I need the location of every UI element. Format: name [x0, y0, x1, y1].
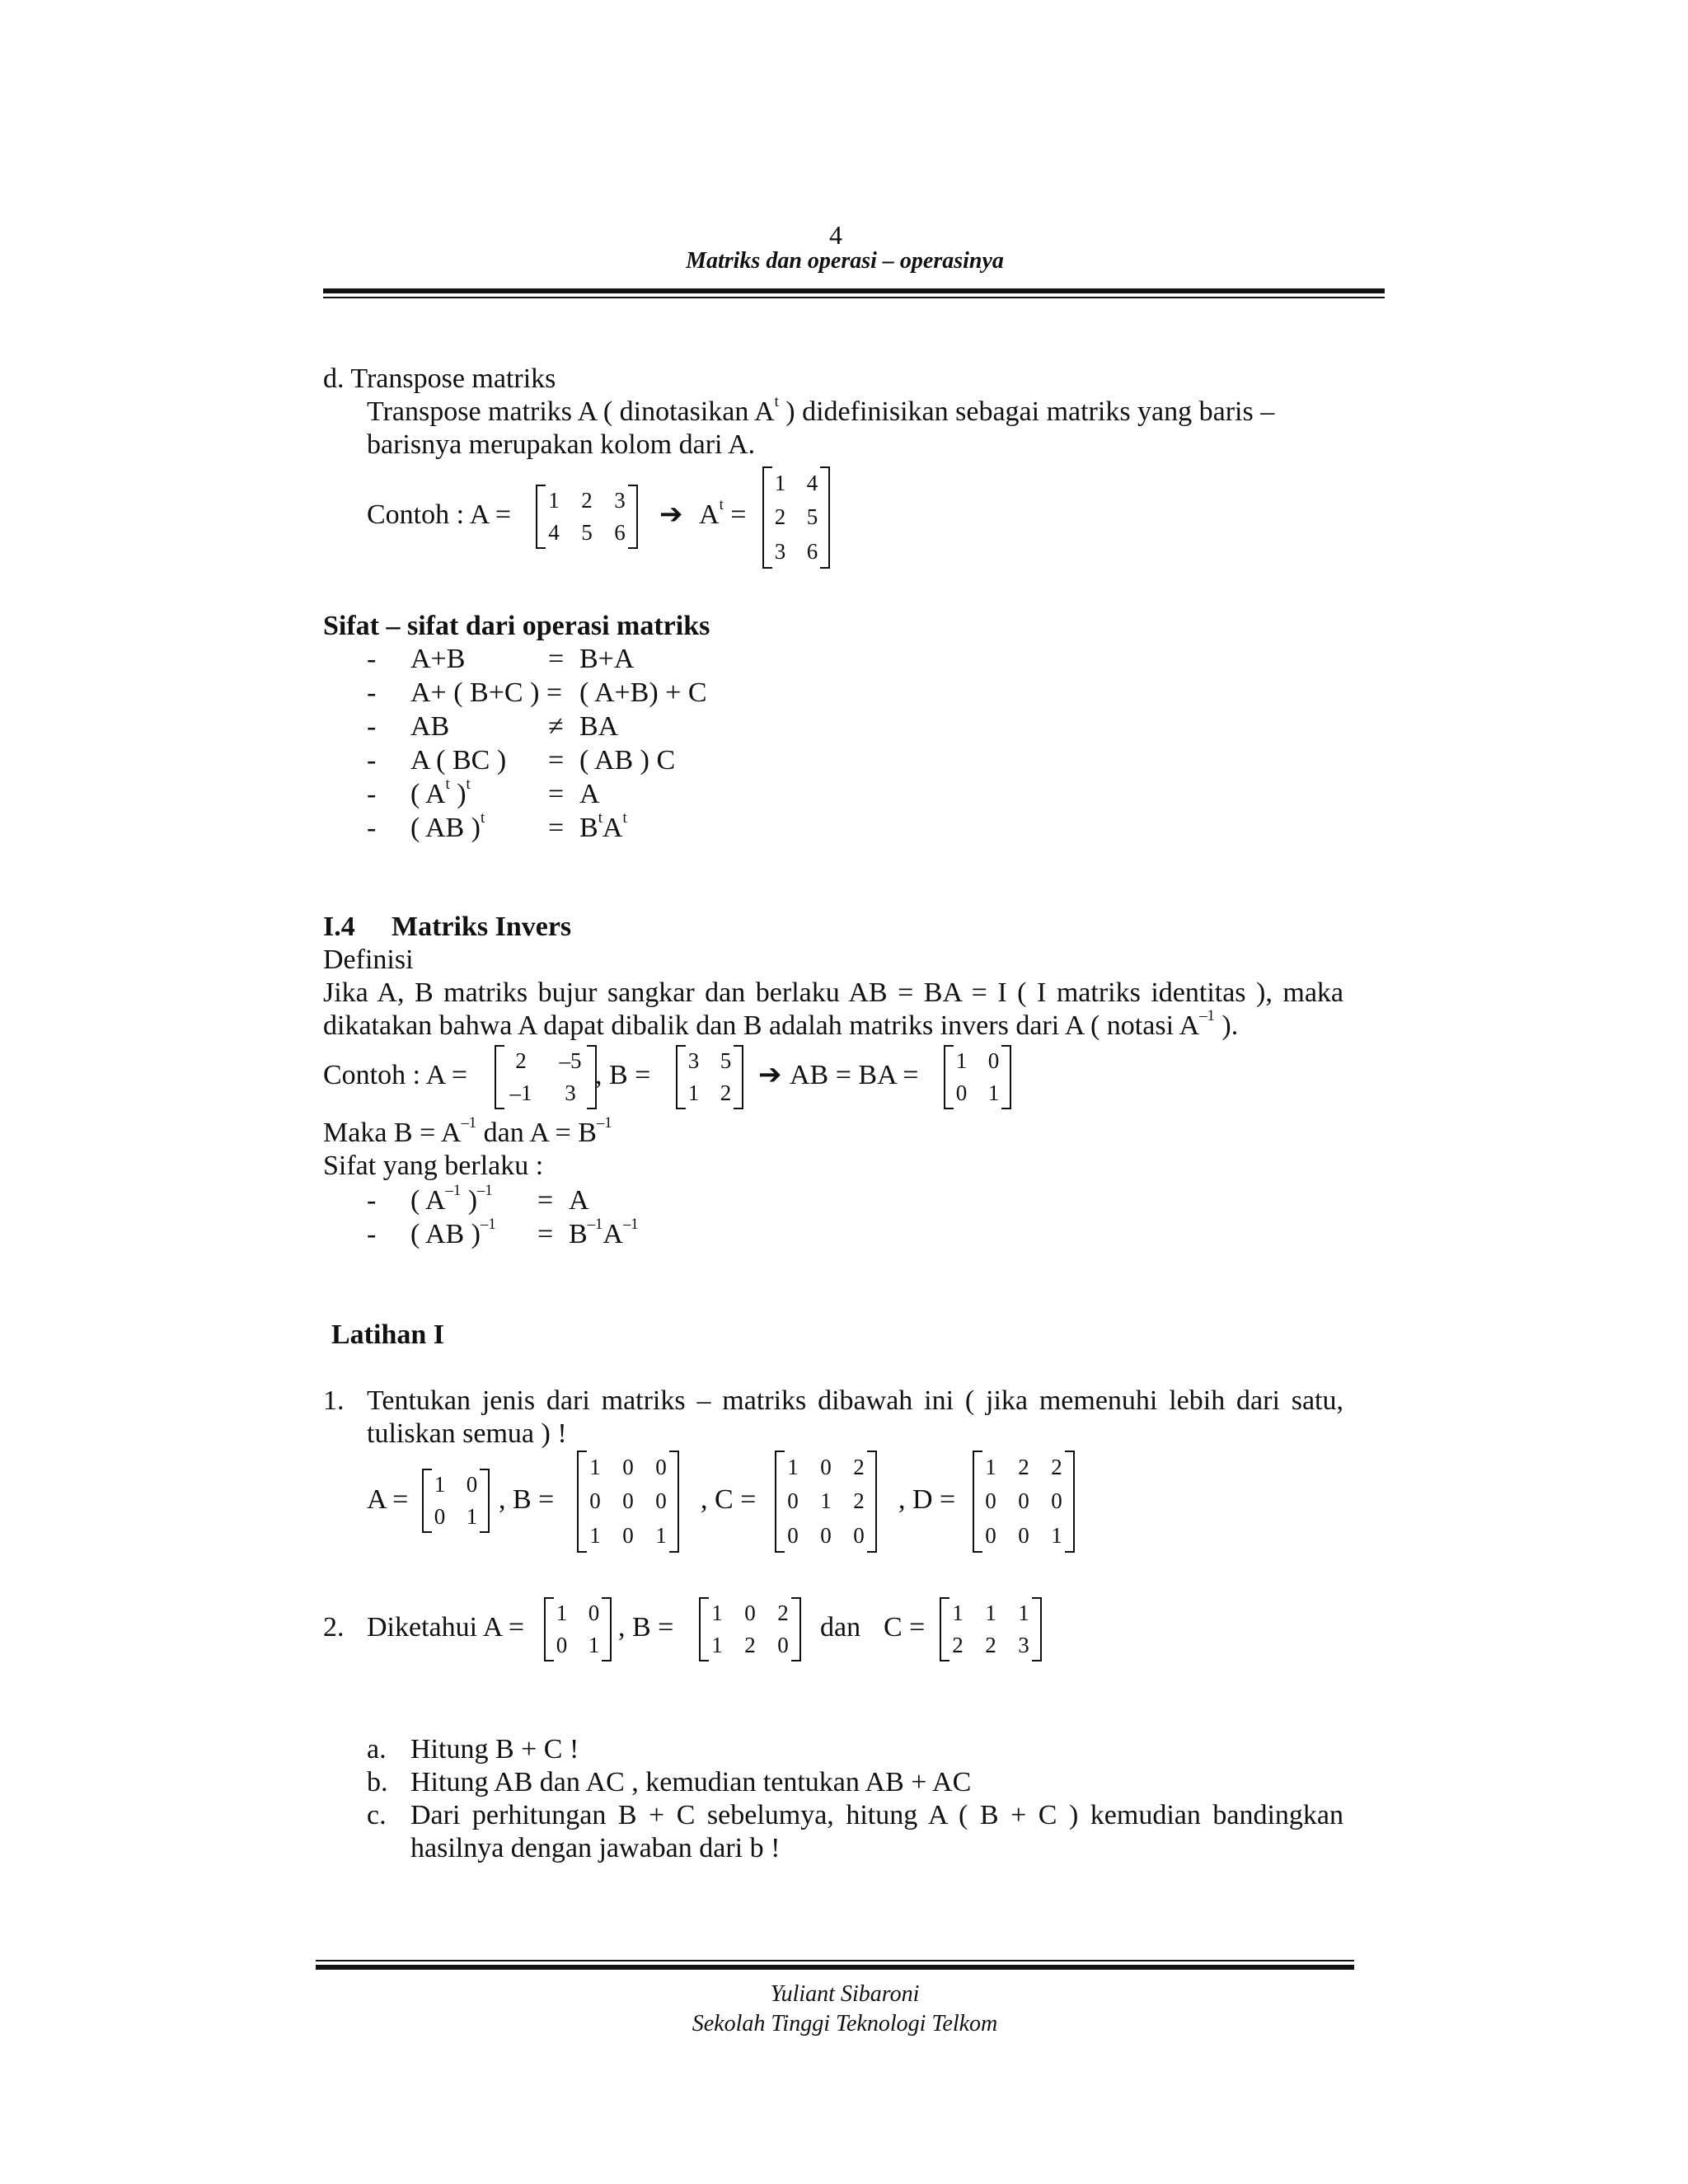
matrix-a-transpose: [762, 466, 830, 569]
matrix-cell: 5: [720, 1048, 732, 1073]
matrix-cell: 0: [955, 1080, 968, 1105]
matrix-cell: 1: [466, 1504, 478, 1529]
property-operator: ≠: [548, 711, 564, 742]
matrix-cell: 2: [720, 1080, 732, 1105]
matrix-cell: 5: [806, 504, 818, 530]
matrix-cell: 0: [622, 1488, 634, 1514]
matrix-cell: 3: [774, 538, 786, 564]
property-left: AB: [410, 711, 450, 742]
matrix-cell: 0: [622, 1455, 634, 1480]
property-right: $B^tA^t$: [579, 809, 627, 843]
section-number: I.4: [323, 912, 355, 942]
header-rule: [323, 288, 1385, 293]
list-dash: -: [367, 711, 377, 742]
matrix-cell: 1: [589, 1455, 601, 1480]
list-dash: -: [367, 745, 377, 776]
matrix-cell: 2: [853, 1455, 865, 1480]
property-right: A: [579, 779, 600, 809]
matrix-cell: 6: [806, 538, 818, 564]
q1-matrix-a: [422, 1469, 490, 1533]
property-left: ( AB )$^{-1}$: [410, 1216, 496, 1249]
list-dash: -: [367, 813, 377, 843]
property-operator: =: [548, 779, 565, 809]
sifat-label: Sifat yang berlaku :: [323, 1151, 544, 1181]
matrix-b: [676, 1045, 743, 1109]
matrix-cell: 0: [556, 1633, 568, 1657]
matrix-cell: 1: [1018, 1601, 1029, 1625]
footer-institution: Sekolah Tinggi Teknologi Telkom: [692, 2011, 998, 2036]
list-dash: -: [367, 779, 377, 809]
matrix-cell: 1: [952, 1601, 964, 1625]
q1-matrix-c: [775, 1451, 877, 1553]
matrix-cell: 4: [806, 471, 818, 496]
matrix-cell: 2: [515, 1048, 527, 1073]
matrix-cell: 0: [589, 1488, 601, 1514]
page-number: 4: [829, 220, 842, 250]
property-right: A: [569, 1185, 589, 1216]
q1-c-label: , C =: [701, 1484, 757, 1515]
list-dash: -: [367, 644, 377, 674]
matrix-cell: 0: [434, 1504, 446, 1529]
property-left: ( $A^t$ )$^t$: [410, 776, 471, 809]
matrix-cell: 0: [985, 1488, 996, 1514]
matrix-cell: 0: [655, 1488, 667, 1514]
matrix-cell: 0: [787, 1488, 799, 1514]
header-rule-thin: [323, 297, 1385, 298]
q1-line1: Tentukan jenis dari matriks – matriks dibawah ini ( jika memenuhi lebih dari satu,: [367, 1385, 1343, 1416]
q2-dan: dan: [820, 1612, 861, 1643]
property-left: ( AB )$^t$: [410, 809, 485, 843]
matrix-cell: 0: [622, 1522, 634, 1548]
matrix-cell: 1: [556, 1601, 568, 1625]
subitem-label: a.: [367, 1734, 387, 1765]
q1-a-label: A =: [367, 1484, 409, 1515]
matrix-cell: 0: [787, 1522, 799, 1548]
definition-label: Definisi: [323, 944, 414, 975]
matrix-cell: 1: [820, 1488, 832, 1514]
list-dash: -: [367, 1185, 377, 1216]
matrix-cell: 3: [614, 488, 626, 513]
matrix-cell: 1: [711, 1601, 723, 1625]
footer-author: Yuliant Sibaroni: [770, 1981, 920, 2007]
property-operator: =: [548, 813, 565, 843]
property-right: $B^{-1}A^{-1}$: [569, 1216, 639, 1249]
property-right: B+A: [579, 644, 635, 674]
q1-line2: tuliskan semua ) !: [367, 1418, 567, 1449]
matrix-cell: 0: [777, 1633, 789, 1657]
inverse-example-label: Contoh : A =: [323, 1060, 468, 1090]
running-title: Matriks dan operasi – operasinya: [686, 248, 1004, 274]
matrix-cell: 0: [1018, 1522, 1029, 1548]
matrix-cell: 2: [581, 488, 593, 513]
at-label: $A^t$ =: [699, 496, 747, 530]
q2-c-label: C =: [884, 1612, 926, 1643]
b-label: , B =: [595, 1060, 651, 1090]
property-right: ( AB ) C: [579, 745, 676, 776]
footer-rule: [316, 1965, 1354, 1970]
matrix-cell: 1: [987, 1080, 1000, 1105]
property-left: ( $A^{-1}$ )$^{-1}$: [410, 1182, 493, 1216]
q1-number: 1.: [323, 1385, 345, 1416]
subitem-text: Dari perhitungan B + C sebelumya, hitung A ( B + C ) kemudian bandingkan: [410, 1800, 1343, 1830]
matrix-cell: 0: [820, 1522, 832, 1548]
property-operator: =: [548, 745, 565, 776]
matrix-cell: 0: [1051, 1488, 1062, 1514]
list-dash: -: [367, 677, 377, 708]
identity-matrix: [944, 1045, 1011, 1109]
subitem-text: hasilnya dengan jawaban dari b !: [410, 1833, 781, 1863]
matrix-cell: 3: [1018, 1633, 1029, 1657]
definition-line1: Jika A, B matriks bujur sangkar dan berlaku AB = BA = I ( I matriks identitas ), maka: [323, 977, 1343, 1008]
q1-matrix-b: [577, 1451, 679, 1553]
q2-label: Diketahui A =: [367, 1612, 525, 1643]
matrix-cell: 0: [466, 1472, 478, 1497]
property-left: A+B: [410, 644, 466, 674]
matrix-a: [495, 1045, 597, 1109]
matrix-cell: 2: [777, 1601, 789, 1625]
subitem-label: b.: [367, 1767, 388, 1797]
matrix-cell: 6: [614, 520, 626, 545]
matrix-cell: 2: [774, 504, 786, 530]
matrix-cell: 2: [952, 1633, 964, 1657]
subitem-text: Hitung AB dan AC , kemudian tentukan AB + AC: [410, 1767, 972, 1797]
property-operator: =: [537, 1219, 554, 1249]
section-d-line1: Transpose matriks A ( dinotasikan $A^t$ ) didefinisikan sebagai matriks yang baris –: [367, 393, 1275, 427]
matrix-cell: 4: [548, 520, 560, 545]
matrix-a: [536, 485, 638, 549]
matrix-cell: 1: [1051, 1522, 1062, 1548]
matrix-cell: 1: [985, 1455, 996, 1480]
example-label: Contoh : A =: [367, 499, 512, 530]
property-left: A+ ( B+C ) =: [410, 677, 563, 708]
matrix-cell: 2: [853, 1488, 865, 1514]
list-dash: -: [367, 1219, 377, 1249]
matrix-cell: –5: [559, 1048, 582, 1073]
matrix-cell: 1: [774, 471, 786, 496]
property-right: BA: [579, 711, 619, 742]
q2-matrix-c: [940, 1597, 1042, 1661]
matrix-cell: 1: [434, 1472, 446, 1497]
definition-line2: dikatakan bahwa A dapat dibalik dan B adalah matriks invers dari A ( notasi $A^{-1}$ ).: [323, 1007, 1239, 1041]
q2-b-label: , B =: [618, 1612, 674, 1643]
section-d-heading: d. Transpose matriks: [323, 363, 556, 394]
section-d-line2: barisnya merupakan kolom dari A.: [367, 429, 756, 460]
q1-b-label: , B =: [499, 1484, 555, 1515]
matrix-cell: 0: [588, 1601, 600, 1625]
q2-matrix-b: [699, 1597, 801, 1661]
q2-number: 2.: [323, 1612, 345, 1643]
property-operator: =: [548, 644, 565, 674]
matrix-cell: 1: [588, 1633, 600, 1657]
matrix-cell: –1: [509, 1080, 532, 1105]
matrix-cell: 2: [1018, 1455, 1029, 1480]
footer-rule-thin: [316, 1960, 1354, 1961]
properties-heading: Sifat – sifat dari operasi matriks: [323, 611, 710, 641]
matrix-cell: 0: [1018, 1488, 1029, 1514]
ab-label: AB = BA =: [790, 1060, 919, 1090]
matrix-cell: 0: [987, 1048, 1000, 1073]
matrix-cell: 1: [548, 488, 560, 513]
matrix-cell: 2: [1051, 1455, 1062, 1480]
property-left: A ( BC ): [410, 745, 507, 776]
arrow-icon: ➔: [758, 1060, 782, 1090]
matrix-cell: 1: [589, 1522, 601, 1548]
matrix-cell: 0: [744, 1601, 756, 1625]
matrix-cell: 2: [985, 1633, 996, 1657]
matrix-cell: 1: [955, 1048, 968, 1073]
property-right: ( A+B) + C: [579, 677, 707, 708]
matrix-cell: 1: [655, 1522, 667, 1548]
matrix-cell: 0: [655, 1455, 667, 1480]
q1-d-label: , D =: [898, 1484, 956, 1515]
q1-matrix-d: [973, 1451, 1075, 1553]
matrix-cell: 5: [581, 520, 593, 545]
matrix-cell: 1: [985, 1601, 996, 1625]
matrix-cell: 2: [744, 1633, 756, 1657]
matrix-cell: 1: [787, 1455, 799, 1480]
matrix-cell: 3: [565, 1080, 576, 1105]
subitem-text: Hitung B + C !: [410, 1734, 579, 1765]
matrix-cell: 1: [711, 1633, 723, 1657]
matrix-cell: 0: [820, 1455, 832, 1480]
matrix-cell: 0: [985, 1522, 996, 1548]
section-heading: Matriks Invers: [392, 912, 572, 942]
maka-line: Maka $B = A^{-1}$ dan $A = B^{-1}$: [323, 1114, 612, 1148]
matrix-cell: 1: [687, 1080, 700, 1105]
subitem-label: c.: [367, 1800, 387, 1830]
matrix-cell: 0: [853, 1522, 865, 1548]
q2-matrix-a: [544, 1597, 612, 1661]
arrow-icon: ➔: [659, 499, 683, 530]
exercise-heading: Latihan I: [331, 1319, 444, 1350]
matrix-cell: 3: [687, 1048, 700, 1073]
property-operator: =: [537, 1185, 554, 1216]
